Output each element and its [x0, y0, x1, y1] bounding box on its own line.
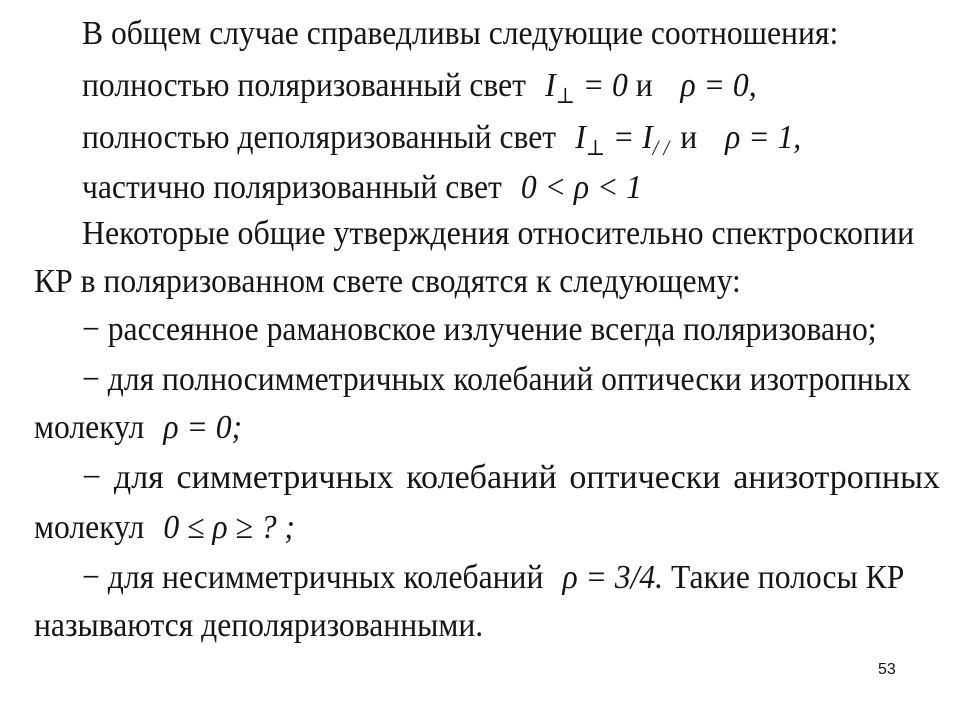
- line-2-text: полностью поляризованный свет: [82, 67, 527, 104]
- statement-intro: Некоторые общие утверждения относительно спектроскопии: [82, 215, 915, 252]
- intro-sentence: В общем случае справедливы следующие соотношения:: [82, 15, 839, 52]
- line-2-and: и: [627, 67, 653, 104]
- page-number: 53: [878, 661, 896, 678]
- bullet-2-rho: ρ = 0;: [163, 409, 243, 446]
- bullet-3-dash: −: [82, 459, 102, 496]
- line-3-text: полностью деполяризованный свет: [82, 119, 557, 156]
- text-line-12: [82, 558, 904, 598]
- intensity-symbol-2: I: [575, 119, 586, 156]
- intensity-symbol: I: [545, 67, 556, 104]
- text-line-8: [82, 360, 911, 400]
- text-line-2: [82, 66, 757, 109]
- text-line-9: [34, 408, 242, 448]
- bullet-2-cont: молекул: [34, 409, 145, 446]
- bullet-3-word-3: колебаний: [406, 459, 557, 496]
- bullet-1: − рассеянное рамановское излучение всегда поляризовано;: [82, 311, 877, 348]
- line-4-range: 0 < ρ < 1: [520, 169, 643, 206]
- bullet-3-cont: молекул: [34, 509, 145, 546]
- bullet-3-word-5: анизотропных: [733, 459, 940, 496]
- statement-intro-cont: КР в поляризованном свете сводятся к следующему:: [34, 263, 741, 300]
- line-3-and: и: [680, 119, 698, 156]
- bullet-2: − для полносимметричных колебаний оптически изотропных: [82, 361, 911, 398]
- bullet-3-rho: 0 ≤ ρ ≥ ? ;: [163, 509, 295, 546]
- bullet-4-rho: ρ = 3/4.: [562, 559, 664, 596]
- text-line-11: [34, 508, 295, 548]
- line-4-text: частично поляризованный свет: [82, 169, 502, 206]
- text-line-13: [34, 606, 483, 646]
- bullet-3-word-4: оптически: [569, 459, 721, 496]
- bullet-4: − для несимметричных колебаний: [82, 559, 544, 596]
- bullet-3-word-1: для: [113, 459, 164, 496]
- text-line-10: [82, 458, 940, 498]
- parallel-subscript: / /: [652, 135, 670, 160]
- bullet-4-cont: называются деполяризованными.: [34, 607, 484, 644]
- line-3-rho: ρ = 1,: [725, 119, 802, 156]
- text-line-7: [82, 310, 877, 350]
- text-line-4: [82, 168, 642, 208]
- text-line-1: [82, 14, 838, 54]
- bullet-3-word-2: симметричных: [176, 459, 394, 496]
- bullet-4-tail: Такие полосы КР: [670, 559, 905, 596]
- line-2-equation: = 0: [574, 67, 628, 104]
- text-line-5: [82, 214, 914, 254]
- line-2-rho: ρ = 0,: [680, 67, 757, 104]
- perpendicular-subscript-2: ⊥: [585, 135, 605, 160]
- text-line-3: [82, 118, 801, 161]
- perpendicular-subscript: ⊥: [555, 83, 575, 108]
- text-line-6: [34, 262, 741, 302]
- line-3-equation: = I: [604, 119, 653, 156]
